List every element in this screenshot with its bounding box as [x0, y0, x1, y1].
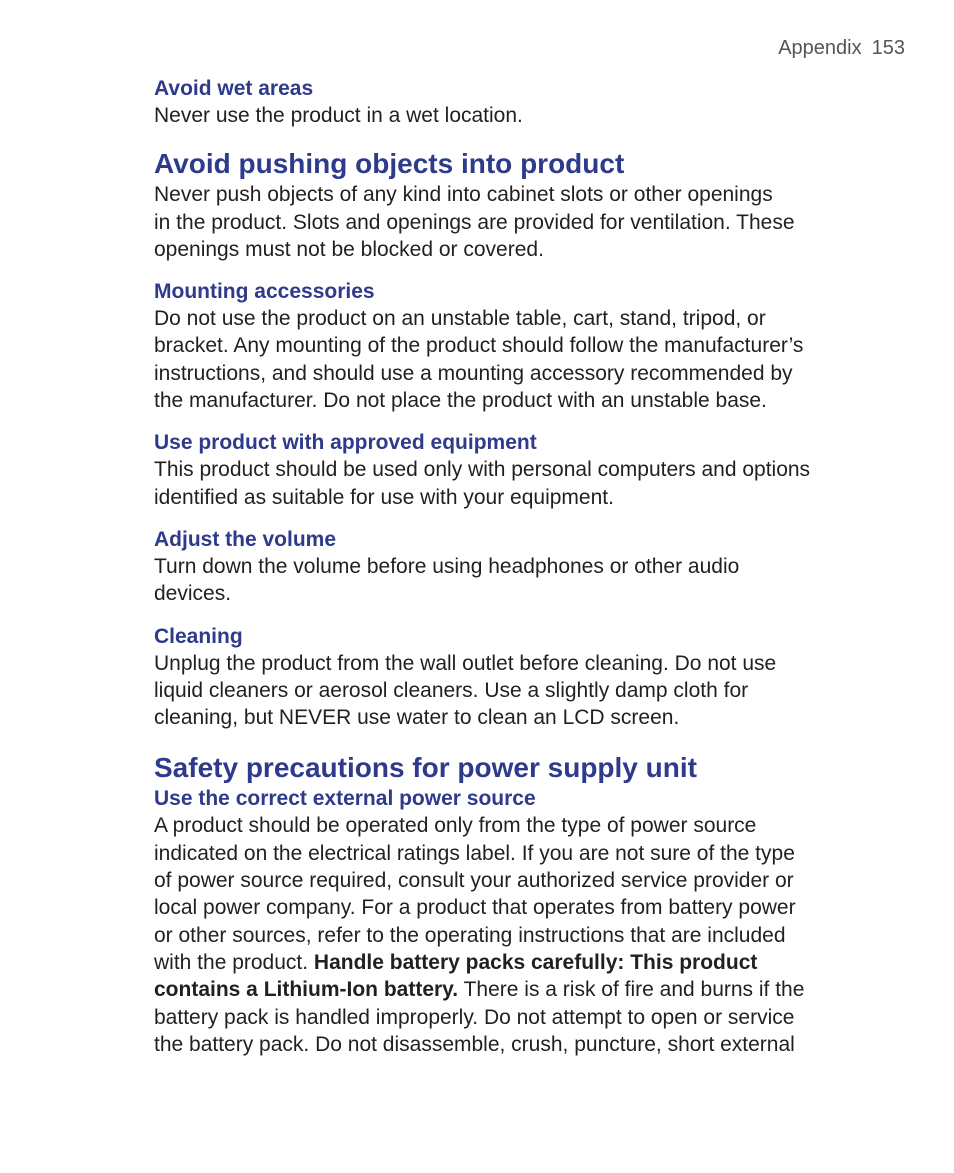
text-line: identified as suitable for use with your equipment.: [154, 485, 614, 509]
section-label: Appendix: [778, 37, 862, 59]
text-line: devices.: [154, 582, 232, 606]
section-volume: [154, 526, 884, 608]
text-line: This product should be used only with personal computers and options: [154, 458, 811, 482]
section-subheading: Use the correct external power source: [154, 787, 536, 811]
text-line: Unplug the product from the wall outlet before cleaning. Do not use: [154, 651, 777, 675]
text-line: openings must not be blocked or covered.: [154, 237, 544, 261]
section-heading: Safety precautions for power supply unit: [154, 752, 697, 784]
text-line: Turn down the volume before using headphones or other audio: [154, 554, 740, 578]
section-heading: Avoid wet areas: [154, 77, 314, 100]
text-line: of power source required, consult your authorized service provider or: [154, 869, 794, 893]
text-line: instructions, and should use a mounting accessory recommended by: [154, 361, 793, 385]
text-line: the battery pack. Do not disassemble, crush, puncture, short external: [154, 1032, 795, 1056]
section-text: Never use the product in a wet location.: [154, 104, 523, 127]
section-heading: Adjust the volume: [154, 527, 337, 551]
text-line: the manufacturer. Do not place the product with an unstable base.: [154, 389, 767, 413]
text-line: bracket. Any mounting of the product should follow the manufacturer’s: [154, 334, 804, 358]
text-normal: There is a risk of fire and burns if the: [458, 978, 805, 1002]
text-normal: with the product.: [154, 950, 314, 974]
section-heading: Use product with approved equipment: [154, 431, 537, 455]
section-heading: Cleaning: [154, 624, 243, 648]
section-power: [154, 751, 884, 1058]
page-content: [154, 75, 884, 1058]
section-cleaning: [154, 623, 884, 732]
page-header: [778, 37, 905, 60]
section-wet: [154, 75, 884, 129]
section-equipment: [154, 429, 884, 511]
text-line: [154, 949, 884, 976]
text-line: indicated on the electrical ratings label. If you are not sure of the type: [154, 841, 795, 865]
section-heading: Avoid pushing objects into product: [154, 148, 625, 180]
text-line: battery pack is handled improperly. Do not attempt to open or service: [154, 1005, 795, 1029]
text-line: Never push objects of any kind into cabinet slots or other openings: [154, 183, 773, 207]
text-line: or other sources, refer to the operating instructions that are included: [154, 923, 786, 947]
section-mounting: [154, 278, 884, 414]
text-bold-warning: contains a Lithium-Ion battery.: [154, 978, 459, 1002]
text-line: in the product. Slots and openings are provided for ventilation. These: [154, 210, 795, 234]
text-line: local power company. For a product that operates from battery power: [154, 896, 796, 920]
text-bold-warning: Handle battery packs carefully: This product: [313, 950, 758, 974]
text-line: [154, 976, 884, 1003]
page-number: 153: [871, 37, 905, 59]
section-pushing: [154, 147, 884, 263]
text-line: A product should be operated only from the type of power source: [154, 814, 757, 838]
text-line: liquid cleaners or aerosol cleaners. Use a slightly damp cloth for: [154, 678, 749, 702]
text-line: cleaning, but NEVER use water to clean an LCD screen.: [154, 706, 680, 730]
text-line: Do not use the product on an unstable table, cart, stand, tripod, or: [154, 307, 766, 331]
section-heading: Mounting accessories: [154, 280, 375, 304]
